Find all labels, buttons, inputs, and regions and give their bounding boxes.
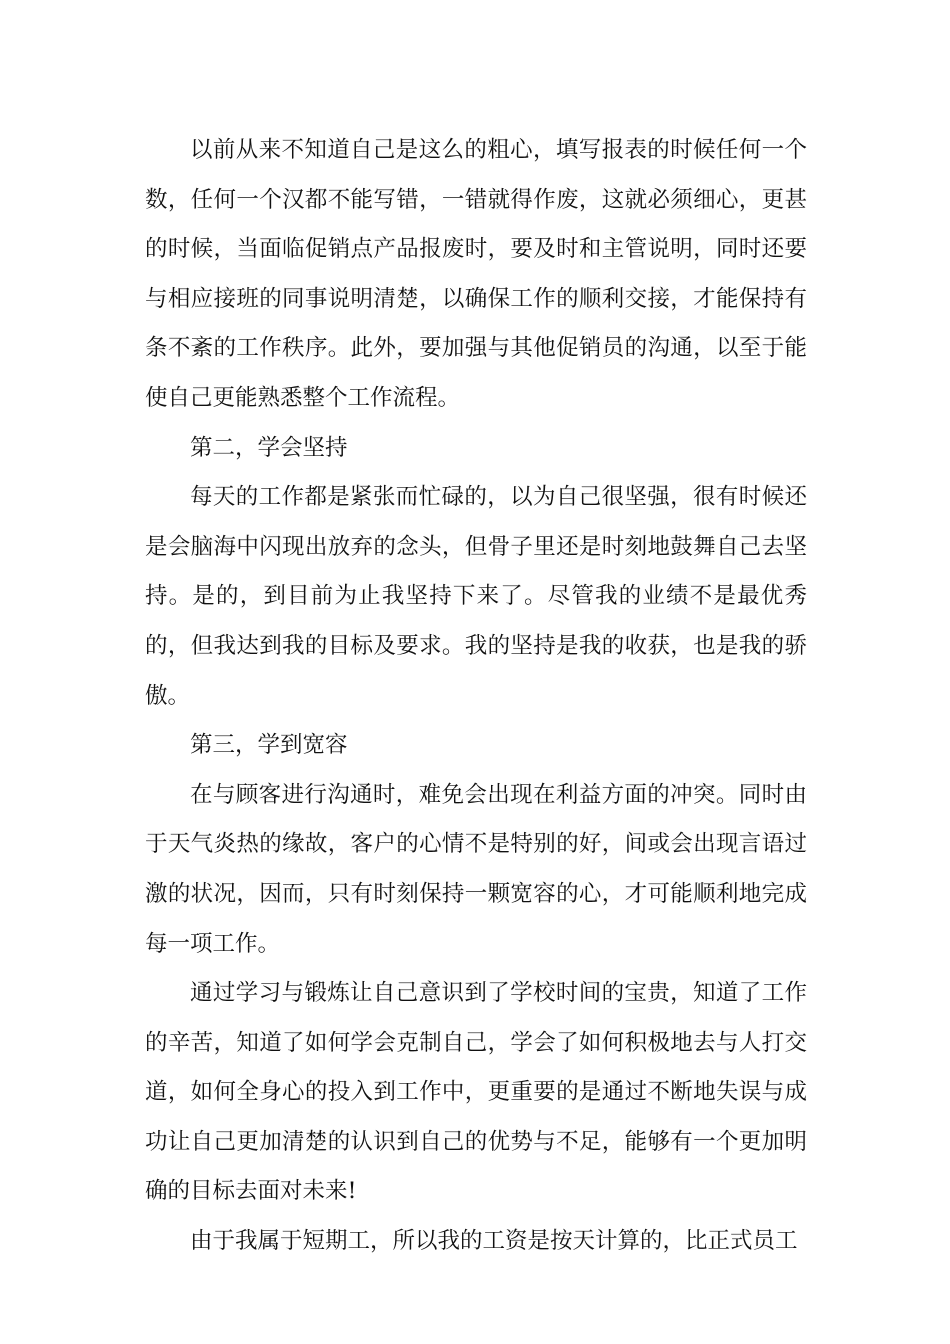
- paragraph-tolerance: 在与顾客进行沟通时，难免会出现在利益方面的冲突。同时由于天气炎热的缘故，客户的心情不是特别的好，间或会出现言语过激的状况，因而，只有时刻保持一颗宽容的心，才可能顺利地完成每一项工作。: [145, 781, 807, 957]
- section-heading-persistence: 第二，学会坚持: [190, 434, 348, 461]
- document-body: [145, 126, 807, 1267]
- paragraph-persistence: 每天的工作都是紧张而忙碌的，以为自己很坚强，很有时候还是会脑海中闪现出放弃的念头，但骨子里还是时刻地鼓舞自己去坚持。是的，到目前为止我坚持下来了。尽管我的业绩不是最优秀的，但我达到我的目标及要求。我的坚持是我的收获，也是我的骄傲。: [145, 484, 807, 709]
- section-heading-tolerance: 第三，学到宽容: [190, 732, 348, 759]
- paragraph-wages: 由于我属于短期工，所以我的工资是按天计算的，比正式员工: [190, 1228, 798, 1255]
- paragraph-reflection: 通过学习与锻炼让自己意识到了学校时间的宝贵，知道了工作的辛苦，知道了如何学会克制自己，学会了如何积极地去与人打交道，如何全身心的投入到工作中，更重要的是通过不断地失误与成功让自己更加清楚的认识到自己的优势与不足，能够有一个更加明确的目标去面对未来!: [145, 980, 807, 1205]
- paragraph-carefulness: 以前从来不知道自己是这么的粗心，填写报表的时候任何一个数，任何一个汉都不能写错，一错就得作废，这就必须细心，更甚的时候，当面临促销点产品报废时，要及时和主管说明，同时还要与相应接班的同事说明清楚，以确保工作的顺利交接，才能保持有条不紊的工作秩序。此外，要加强与其他促销员的沟通，以至于能使自己更能熟悉整个工作流程。: [145, 137, 807, 411]
